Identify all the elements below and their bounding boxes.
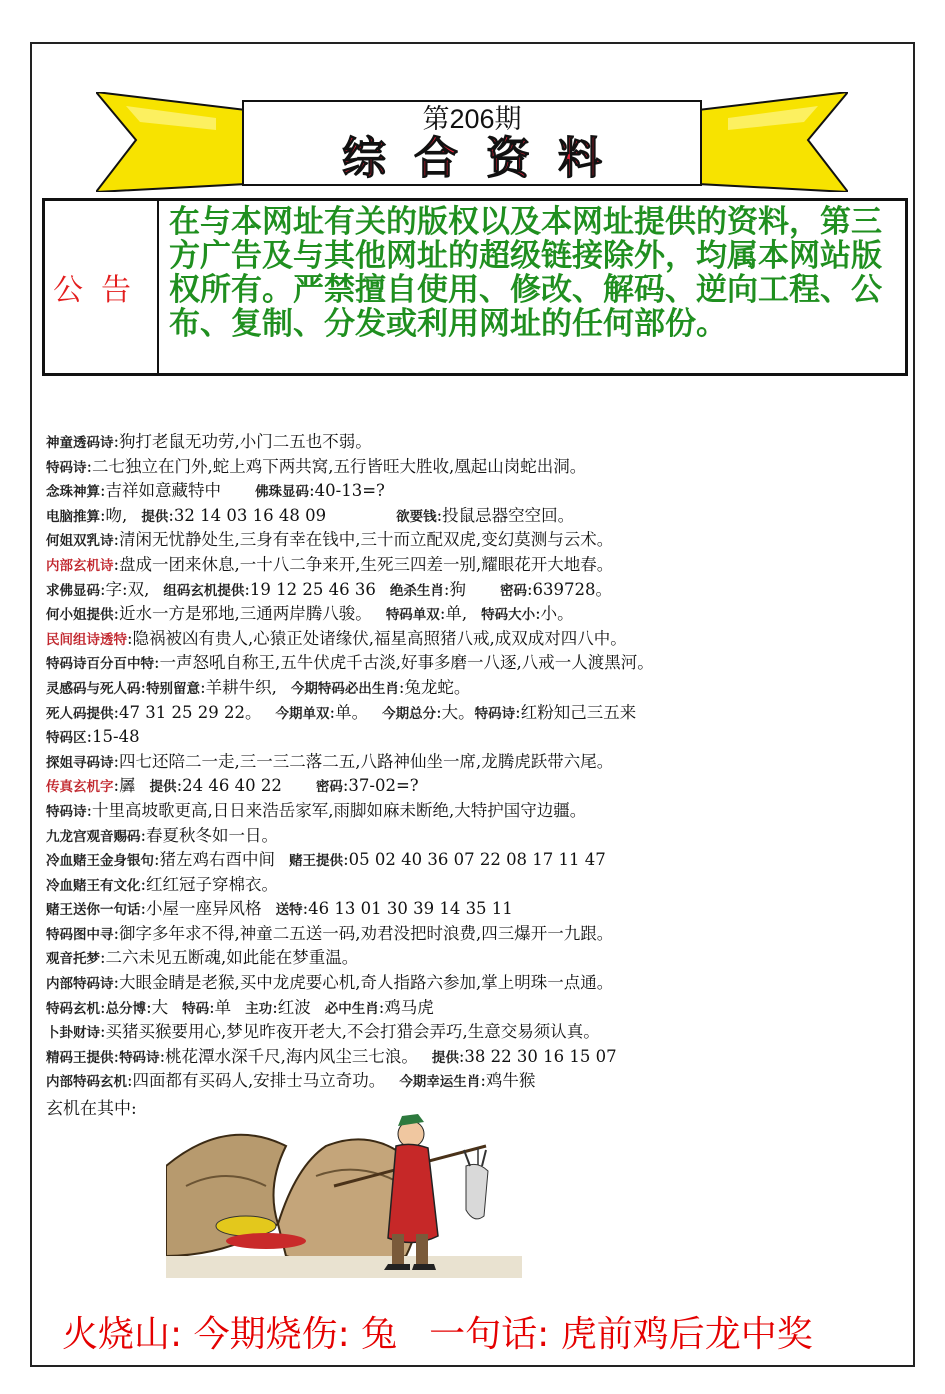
line-text: :二七独立在门外,蛇上鸡下两共窝,五行皆旺大胜收,凰起山岗蛇出洞。	[86, 456, 587, 476]
line-label: 佛珠显码	[255, 484, 310, 501]
line-text: :小。	[535, 604, 574, 624]
list-item	[46, 553, 906, 578]
line-text: :	[113, 1046, 120, 1066]
list-item	[46, 750, 906, 775]
issue-number: 第206期	[422, 104, 522, 134]
line-label: 特码单双	[385, 607, 440, 624]
list-item	[46, 996, 906, 1021]
line-text: :单。	[329, 702, 369, 722]
line-text: :吻,	[100, 505, 128, 525]
list-item	[46, 676, 906, 701]
left-ribbon-icon	[96, 92, 256, 192]
line-label: 密码	[315, 779, 343, 796]
line-label: 特码诗	[474, 705, 516, 722]
line-label: 总分博	[105, 1000, 147, 1017]
line-label: 民间组诗透特	[46, 631, 127, 648]
line-label: 送特	[275, 902, 303, 919]
line-text: :单,	[439, 604, 468, 624]
line-text: :	[100, 997, 106, 1017]
line-text: :38 22 30 16 15 07	[458, 1046, 617, 1066]
list-item	[46, 627, 906, 652]
line-label: 特码图中寻	[46, 926, 114, 943]
line-label: 提供	[149, 779, 177, 796]
right-ribbon-icon	[688, 92, 848, 192]
line-text: :	[140, 677, 147, 697]
line-text: :单	[209, 997, 232, 1017]
list-item	[46, 725, 906, 750]
line-label: 密码	[499, 582, 527, 599]
line-text: :羊耕牛织,	[200, 677, 277, 697]
line-label: 提供	[141, 508, 169, 525]
line-label: 冷血赌王金身银句	[46, 853, 154, 870]
line-label: 何姐双乳诗	[46, 533, 114, 550]
line-text: :近水一方是邪地,三通两岸腾八骏。	[113, 604, 372, 624]
line-label: 今期幸运生肖	[399, 1074, 481, 1091]
line-text: :春夏秋冬如一日。	[140, 825, 279, 845]
line-text: :15-48	[86, 727, 140, 747]
line-label: 卜卦财诗	[46, 1025, 100, 1042]
line-label: 冷血赌王有文化	[46, 877, 141, 894]
line-text: :清闲无忧静处生,三身有幸在钱中,三十而立配双虎,变幻莫测与云术。	[113, 530, 614, 550]
line-label: 绝杀生肖	[389, 582, 444, 599]
line-text: :46 13 01 30 39 14 35 11	[302, 899, 513, 919]
line-text: :24 46 40 22	[176, 776, 282, 796]
line-text: :大	[146, 997, 169, 1017]
list-item	[46, 774, 906, 799]
notice-box	[42, 198, 908, 376]
line-label: 求佛显码	[46, 582, 100, 599]
line-text: :639728。	[526, 579, 613, 599]
line-label: 内部玄机诗	[46, 557, 114, 574]
list-item	[46, 824, 906, 849]
list-item	[46, 873, 906, 898]
line-label: 内部特码玄机	[46, 1074, 127, 1091]
line-text: :十里高坡歌更高,日日来浩岳家军,雨脚如麻未断绝,大特护国守边疆。	[86, 800, 587, 820]
line-label: 电脑推算	[46, 508, 100, 525]
list-item	[46, 701, 906, 726]
line-label: 提供	[431, 1049, 459, 1066]
line-text: :小屋一座异风格	[140, 899, 262, 919]
line-label: 何小姐提供	[46, 607, 114, 624]
list-item	[46, 504, 906, 529]
line-label: 特码玄机	[46, 1000, 100, 1017]
hunter-illustration	[166, 1106, 522, 1278]
line-text: :47 31 25 29 22。	[113, 702, 262, 722]
one-sentence-text: 一句话: 虎前鸡后龙中奖	[429, 1314, 813, 1355]
line-label: 特码大小	[481, 607, 536, 624]
line-label: 特码诗百分百中特	[46, 656, 154, 673]
line-text: :32 14 03 16 48 09	[168, 505, 327, 525]
burn-mountain-text: 火烧山: 今期烧伤: 兔	[62, 1314, 398, 1355]
line-label: 组码玄机提供	[163, 582, 245, 599]
line-text: :买猪买猴要用心,梦见昨夜开老大,不会打猎会弄巧,生意交易须认真。	[100, 1022, 600, 1042]
notice-label: 公告	[45, 201, 159, 373]
line-text: :40-13=?	[309, 481, 385, 501]
line-label: 探姐寻码诗	[46, 754, 114, 771]
line-text: :鸡牛猴	[480, 1071, 536, 1091]
list-item	[46, 479, 906, 504]
line-text: :37-02=?	[342, 776, 419, 796]
line-text: :红红冠子穿棉衣。	[140, 874, 279, 894]
list-item	[46, 897, 906, 922]
notice-text: 在与本网址有关的版权以及本网址提供的资料，第三方广告及与其他网址的超级链接除外，均属本网站版权所有。严禁擅自使用、修改、解码、逆向工程、公布、复制、分发或利用网址的任何部份。	[169, 204, 882, 342]
line-label: 必中生肖	[324, 1000, 379, 1017]
line-label: 今期单双	[275, 705, 330, 722]
xuanji-label: 玄机在其中:	[46, 1099, 137, 1119]
line-text: :05 02 40 36 07 22 08 17 11 47	[343, 850, 606, 870]
line-label: 特码区	[46, 730, 87, 747]
line-text: :狗	[443, 579, 466, 599]
line-label: 赌王送你一句话	[46, 902, 141, 919]
line-text: :盘成一团来休息,一十八二争来开,生死三四差一别,耀眼花开大地春。	[113, 554, 614, 574]
list-item	[46, 651, 906, 676]
line-text: :狗打老鼠无功劳,小门二五也不弱。	[113, 432, 372, 451]
line-label: 神童透码诗	[46, 435, 114, 451]
line-text: :大。	[436, 702, 475, 722]
bottom-slogan	[62, 1306, 813, 1357]
line-label: 今期特码必出生肖	[290, 680, 399, 697]
line-label: 内部特码诗	[46, 976, 114, 993]
line-label: 死人码提供	[46, 705, 114, 722]
list-item	[46, 848, 906, 873]
list-item	[46, 602, 906, 627]
line-text: :桃花潭水深千尺,海内风尘三七浪。	[159, 1046, 418, 1066]
list-item	[46, 1069, 906, 1094]
list-item	[46, 578, 906, 603]
line-text: :红粉知己三五来	[515, 702, 637, 722]
line-text: :字:双,	[100, 579, 150, 599]
line-text: :鸡马虎	[378, 997, 434, 1017]
line-label: 欲要钱	[396, 508, 437, 525]
line-label: 赌王提供	[289, 853, 344, 870]
line-label: 灵感码与死人码	[46, 680, 141, 697]
line-text: :19 12 25 46 36	[244, 579, 376, 599]
line-text: :兔龙蛇。	[398, 677, 471, 697]
line-text: :大眼金睛是老猴,买中龙虎要心机,奇人指路六参加,掌上明珠一点通。	[113, 973, 614, 993]
page-title: 综合资料	[342, 133, 630, 184]
info-list	[46, 430, 906, 1094]
line-text: :羼	[113, 776, 136, 796]
line-text: :投鼠忌器空空回。	[436, 505, 575, 525]
line-label: 特码诗	[46, 803, 87, 820]
line-label: 今期总分	[382, 705, 437, 722]
title-banner	[96, 92, 848, 192]
line-text: :四七还陪二一走,三一三二落二五,八路神仙坐一席,龙腾虎跃带六尾。	[113, 751, 614, 771]
line-text: :猪左鸡右酉中间	[154, 850, 276, 870]
list-item	[46, 946, 906, 971]
line-label: 传真玄机字	[46, 779, 114, 796]
line-label: 特码诗	[119, 1049, 160, 1066]
list-item	[46, 971, 906, 996]
line-label: 九龙宫观音赐码	[46, 828, 141, 845]
line-text: :吉祥如意藏特中	[100, 481, 222, 501]
line-label: 特别留意	[146, 680, 201, 697]
line-label: 主功	[245, 1000, 273, 1017]
line-text: :御字多年求不得,神童二五送一码,劝君没把时浪费,四三爆开一九跟。	[113, 923, 614, 943]
list-item	[46, 922, 906, 947]
line-text: :红波	[272, 997, 311, 1017]
line-label: 特码诗	[46, 459, 87, 476]
list-item	[46, 455, 906, 480]
line-text: :四面都有买码人,安排士马立奇功。	[127, 1071, 386, 1091]
line-label: 精码王提供	[46, 1049, 114, 1066]
list-item	[46, 1045, 906, 1070]
list-item	[46, 430, 906, 455]
list-item	[46, 1020, 906, 1045]
line-text: :二六未见五断魂,如此能在梦重温。	[100, 948, 359, 968]
line-label: 特码	[182, 1000, 210, 1017]
line-label: 念珠神算	[46, 484, 100, 501]
line-label: 观音托梦	[46, 951, 100, 968]
line-text: :一声怒吼自称王,五牛伏虎千古淡,好事多磨一八逐,八戒一人渡黑河。	[154, 653, 654, 673]
list-item	[46, 799, 906, 824]
line-text: :隐祸被凶有贵人,心猿正处诸缘伏,福星高照猪八戒,成双成对四八中。	[127, 628, 627, 648]
list-item	[46, 528, 906, 553]
title-box	[242, 100, 702, 186]
